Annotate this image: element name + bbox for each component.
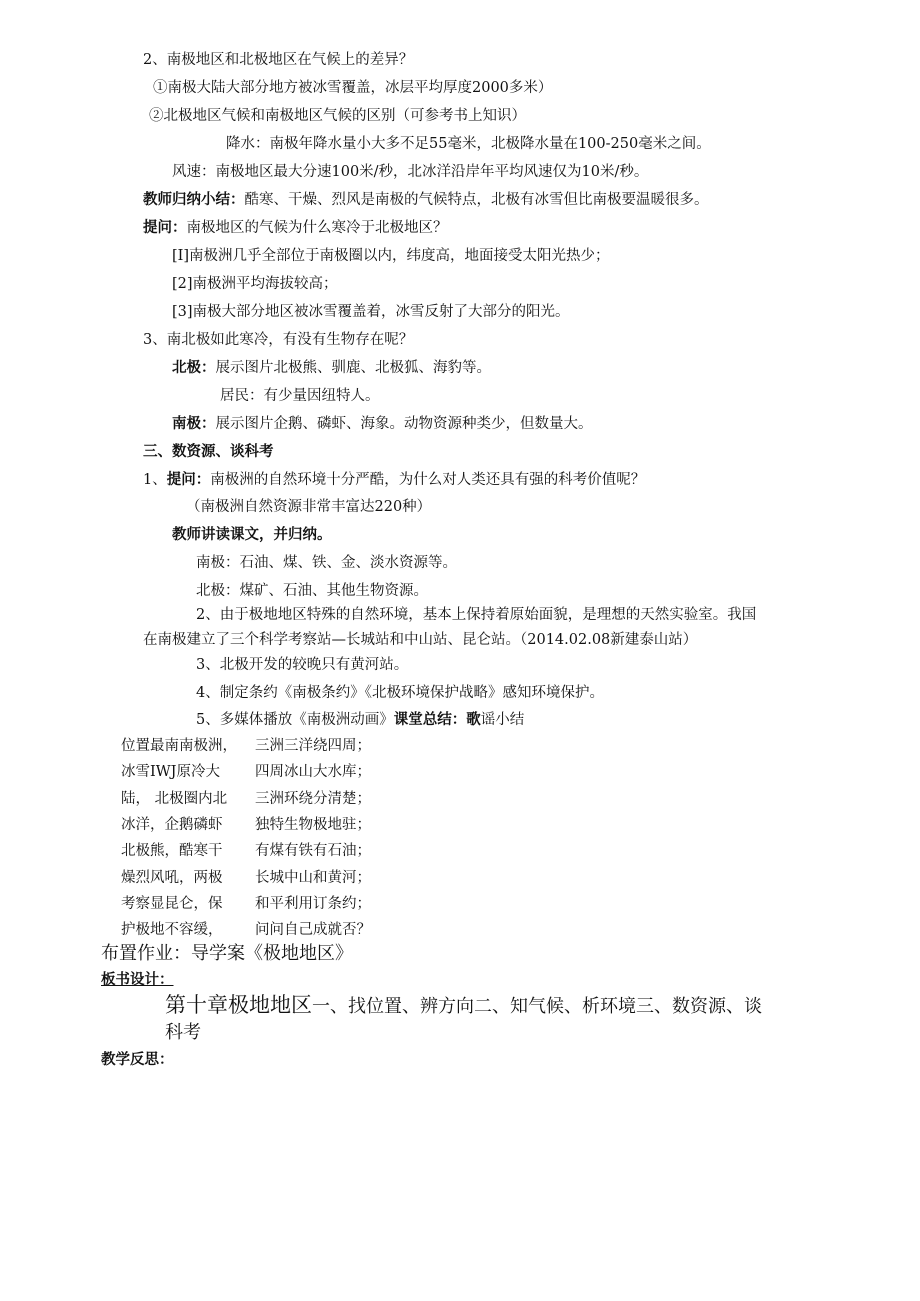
poem-right-verse: 和平利用订条约； bbox=[255, 895, 371, 912]
paragraph-2-line-2: 在南极建立了三个科学考察站—长城站和中山站、昆仑站。（2014.02.08新建泰山站） bbox=[143, 632, 698, 648]
poem-right-verse: 长城中山和黄河； bbox=[255, 869, 371, 886]
reason-2: [2]南极洲平均海拔较高； bbox=[172, 276, 338, 292]
antarctic-label: 南极： bbox=[172, 415, 216, 432]
antarctic-text: 展示图片企鹅、磷虾、海象。动物资源种类少，但数量大。 bbox=[215, 416, 593, 432]
poem-row bbox=[121, 868, 421, 888]
section-3-heading: 三、数资源、谈科考 bbox=[143, 443, 274, 460]
song-summary-poem bbox=[121, 736, 421, 948]
poem-left-verse: 考察显昆仑，保 bbox=[121, 895, 223, 912]
point-2: ②北极地区气候和南极地区气候的区别（可参考书上知识） bbox=[149, 108, 526, 124]
question-3: 3、南北极如此寒冷，有没有生物存在呢？ bbox=[143, 332, 414, 348]
poem-row bbox=[121, 762, 421, 782]
poem-left-verse: 冰雪IWJ原冷大 bbox=[121, 764, 220, 781]
board-chapter-title: 第十章极地地区 bbox=[165, 993, 312, 1017]
ask-label: 提问： bbox=[143, 219, 187, 236]
poem-row bbox=[121, 894, 421, 914]
s1-label: 提问： bbox=[166, 471, 211, 488]
teaching-reflection-label: 教学反思： bbox=[101, 1051, 174, 1068]
p5-summary-label: 课堂总结： bbox=[393, 711, 467, 728]
teacher-reading: 教师讲读课文，并归纳。 bbox=[172, 526, 332, 543]
summary-label: 教师归纳小结： bbox=[143, 191, 245, 208]
question-ask bbox=[143, 218, 448, 238]
poem-right-verse: 有煤有铁有石油； bbox=[255, 843, 371, 860]
poem-left-verse: 陆， 北极圈内北 bbox=[121, 790, 228, 807]
arctic-resources: 北极：煤矿、石油、其他生物资源。 bbox=[196, 583, 428, 599]
teacher-summary bbox=[143, 190, 709, 210]
p5-bold-char: 歌 bbox=[466, 711, 481, 728]
s1-prefix: 1、 bbox=[143, 472, 167, 488]
poem-left-verse: 燥烈风吼，两极 bbox=[121, 869, 223, 886]
wind-line: 风速：南极地区最大分速100米/秒，北冰洋沿岸年平均风速仅为10米/秒。 bbox=[172, 164, 649, 180]
s1-text: 南极洲的自然环境十分严酷，为什么对人类还具有强的科考价值呢？ bbox=[210, 472, 646, 488]
point-1: ①南极大陆大部分地方被冰雪覆盖，冰层平均厚度2000多米） bbox=[153, 80, 553, 96]
board-sections: 一、找位置、辨方向二、知气候、析环境三、数资源、谈 bbox=[312, 996, 762, 1017]
poem-left-verse: 位置最南南极洲， bbox=[121, 738, 237, 754]
poem-right-verse: 四周冰山大水库； bbox=[255, 764, 371, 781]
arctic-label: 北极： bbox=[172, 359, 216, 376]
board-design-line-1 bbox=[165, 992, 762, 1021]
poem-left-verse: 北极熊，酷寒干 bbox=[121, 843, 223, 860]
poem-right-verse: 三洲三洋绕四周； bbox=[255, 738, 371, 754]
reason-3: [3]南极大部分地区被冰雪覆盖着，冰雪反射了大部分的阳光。 bbox=[172, 304, 570, 320]
antarctic-animals bbox=[172, 414, 593, 434]
poem-right-verse: 问问自己成就否？ bbox=[255, 922, 371, 939]
poem-row bbox=[121, 920, 421, 940]
poem-right-verse: 三洲环绕分清楚； bbox=[255, 790, 371, 807]
paragraph-3: 3、北极开发的较晚只有黄河站。 bbox=[196, 657, 409, 673]
p5-text: 5、多媒体播放《南极洲动画》 bbox=[196, 712, 394, 728]
antarctic-resources: 南极：石油、煤、铁、金、淡水资源等。 bbox=[196, 555, 457, 571]
arctic-animals bbox=[172, 358, 491, 378]
board-design-line-2: 科考 bbox=[165, 1022, 201, 1043]
poem-left-verse: 护极地不容缓， bbox=[121, 922, 223, 939]
paragraph-2-line-1: 2、由于极地地区特殊的自然环境，基本上保持着原始面貌，是理想的天然实验室。我国 bbox=[196, 607, 757, 623]
p5-tail: 谣小结 bbox=[480, 712, 525, 728]
question-2: 2、南极地区和北极地区在气候上的差异？ bbox=[143, 52, 414, 68]
residents-line: 居民：有少量因纽特人。 bbox=[220, 388, 380, 404]
poem-row bbox=[121, 815, 421, 835]
poem-right-verse: 独特生物极地驻； bbox=[255, 816, 371, 833]
section-3-question bbox=[143, 470, 645, 490]
resources-note: （南极洲自然资源非常丰富达220种） bbox=[186, 499, 432, 515]
paragraph-4: 4、制定条约《南极条约》《北极环境保护战略》感知环境保护。 bbox=[196, 685, 604, 701]
reason-1: [I]南极洲几乎全部位于南极圈以内，纬度高，地面接受太阳光热少； bbox=[172, 248, 610, 264]
ask-text: 南极地区的气候为什么寒冷于北极地区？ bbox=[186, 220, 448, 236]
precipitation-line: 降水：南极年降水量小大多不足55毫米，北极降水量在100-250毫米之间。 bbox=[226, 136, 711, 152]
paragraph-5 bbox=[196, 710, 524, 730]
board-design-label: 板书设计： bbox=[101, 971, 174, 988]
poem-row bbox=[121, 736, 421, 756]
arctic-text: 展示图片北极熊、驯鹿、北极狐、海豹等。 bbox=[215, 360, 491, 376]
summary-text: 酷寒、干燥、烈风是南极的气候特点，北极有冰雪但比南极要温暖很多。 bbox=[244, 192, 709, 208]
homework-line: 布置作业：导学案《极地地区》 bbox=[101, 943, 353, 964]
poem-row bbox=[121, 789, 421, 809]
poem-row bbox=[121, 841, 421, 861]
poem-left-verse: 冰洋，企鹅磷虾 bbox=[121, 816, 223, 833]
